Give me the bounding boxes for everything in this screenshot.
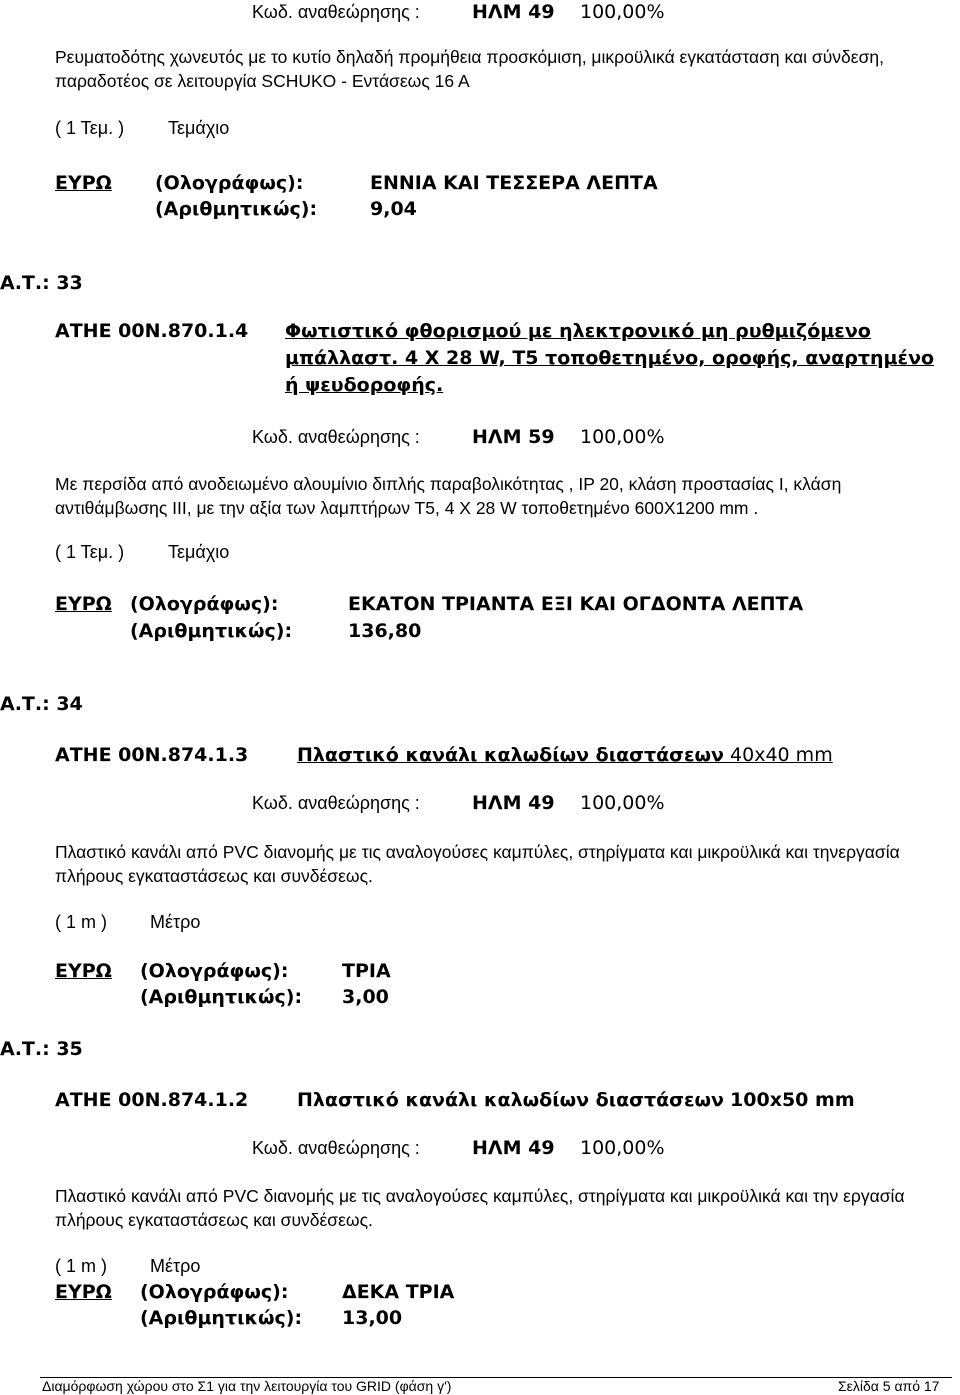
revision-code: ΗΛΜ 49 — [472, 1, 555, 23]
unit-abbreviation: ( 1 m ) — [55, 912, 107, 932]
item-title-text: Πλαστικό κανάλι καλωδίων διαστάσεων — [297, 1089, 724, 1111]
revision-label: Κωδ. αναθεώρησης : — [252, 793, 420, 813]
price-in-numbers: 13,00 — [342, 1307, 403, 1329]
in-numbers-label: (Αριθμητικώς): — [140, 986, 303, 1008]
item-description: Πλαστικό κανάλι από PVC διανομής με τις αναλογούσες καμπύλες, στηρίγματα και μικροϋλικά και τηνεργασία πλήρους εγκαταστάσεως και συνδέσεως. — [55, 842, 900, 886]
in-words-label: (Ολογράφως): — [140, 960, 289, 982]
item-code: ΑΤΗΕ 00Ν.874.1.2 — [55, 1089, 249, 1111]
price-in-words: ΕΚΑΤΟΝ ΤΡΙΑΝΤΑ ΕΞΙ ΚΑΙ ΟΓΔΟΝΤΑ ΛΕΠΤΑ — [348, 593, 804, 615]
revision-percent: 100,00% — [580, 426, 665, 448]
unit-name: Τεμάχιο — [168, 118, 230, 138]
footer-title: Διαμόρφωση χώρου στο Σ1 για την λειτουργία του GRID (φάση γ') — [42, 1378, 452, 1394]
price-in-numbers: 9,04 — [370, 198, 417, 220]
revision-code: ΗΛΜ 49 — [472, 792, 555, 814]
revision-code: ΗΛΜ 59 — [472, 426, 555, 448]
euro-label: ΕΥΡΩ — [55, 172, 112, 194]
unit-name: Τεμάχιο — [168, 542, 230, 562]
item-number: Α.Τ.: 34 — [0, 693, 83, 715]
revision-label: Κωδ. αναθεώρησης : — [252, 2, 420, 22]
price-in-words: ΤΡΙΑ — [342, 960, 391, 982]
price-in-words: ΔΕΚΑ ΤΡΙΑ — [342, 1281, 455, 1303]
in-numbers-label: (Αριθμητικώς): — [140, 1307, 303, 1329]
item-title-dimensions: 40x40 mm — [730, 744, 833, 766]
revision-label: Κωδ. αναθεώρησης : — [252, 427, 420, 447]
revision-label: Κωδ. αναθεώρησης : — [252, 1138, 420, 1158]
item-title-text: Πλαστικό κανάλι καλωδίων διαστάσεων — [297, 744, 724, 766]
unit-name: Μέτρο — [150, 912, 201, 932]
item-description: Με περσίδα από ανοδειωμένο αλουμίνιο διπλής παραβολικότητας , ΙΡ 20, κλάση προστασίας Ι, κλάση αντιθάμβωσης ΙΙΙ, με την αξία των λαμπτήρων Τ5, 4 Χ 28 W τοποθετημένο 600Χ1200 mm . — [55, 474, 842, 518]
item-number: Α.Τ.: 35 — [0, 1038, 83, 1060]
item-title-line-2: μπάλλαστ. 4 Χ 28 W, Τ5 τοποθετημένο, οροφής, αναρτημένο — [285, 347, 935, 369]
price-in-numbers: 136,80 — [348, 620, 422, 642]
unit-abbreviation: ( 1 Τεμ. ) — [55, 542, 125, 562]
in-words-label: (Ολογράφως): — [155, 172, 304, 194]
item-number: Α.Τ.: 33 — [0, 272, 83, 294]
item-title-line-3: ή ψευδοροφής. — [285, 374, 444, 396]
in-words-label: (Ολογράφως): — [140, 1281, 289, 1303]
euro-label: ΕΥΡΩ — [55, 1281, 112, 1303]
in-numbers-label: (Αριθμητικώς): — [130, 620, 293, 642]
revision-percent: 100,00% — [580, 1137, 665, 1159]
page-number: Σελίδα 5 από 17 — [838, 1378, 940, 1394]
item-title — [297, 1089, 855, 1111]
item-title-dimensions: 100x50 mm — [730, 1089, 855, 1111]
in-numbers-label: (Αριθμητικώς): — [155, 198, 318, 220]
item-title — [297, 744, 833, 766]
revision-percent: 100,00% — [580, 1, 665, 23]
price-in-words: ΕΝΝΙΑ ΚΑΙ ΤΕΣΣΕΡΑ ΛΕΠΤΑ — [370, 172, 658, 194]
item-code: ΑΤΗΕ 00Ν.870.1.4 — [55, 320, 249, 342]
item-title-line-1: Φωτιστικό φθορισμού με ηλεκτρονικό μη ρυθμιζόμενο — [285, 320, 871, 342]
in-words-label: (Ολογράφως): — [130, 593, 279, 615]
unit-name: Μέτρο — [150, 1256, 201, 1276]
item-description: Ρευματοδότης χωνευτός με το κυτίο δηλαδή προμήθεια προσκόμιση, μικροϋλικά εγκατάσταση και σύνδεση, παραδοτέος σε λειτουργία SCHUKO - Εντάσεως 16 Α — [55, 47, 884, 91]
euro-label: ΕΥΡΩ — [55, 960, 112, 982]
item-description: Πλαστικό κανάλι από PVC διανομής με τις αναλογούσες καμπύλες, στηρίγματα και μικροϋλικά και την εργασία πλήρους εγκαταστάσεως και συνδέσεως. — [55, 1186, 905, 1230]
revision-percent: 100,00% — [580, 792, 665, 814]
unit-abbreviation: ( 1 m ) — [55, 1256, 107, 1276]
item-code: ΑΤΗΕ 00Ν.874.1.3 — [55, 744, 249, 766]
unit-abbreviation: ( 1 Τεμ. ) — [55, 118, 125, 138]
euro-label: ΕΥΡΩ — [55, 593, 112, 615]
price-in-numbers: 3,00 — [342, 986, 389, 1008]
revision-code: ΗΛΜ 49 — [472, 1137, 555, 1159]
